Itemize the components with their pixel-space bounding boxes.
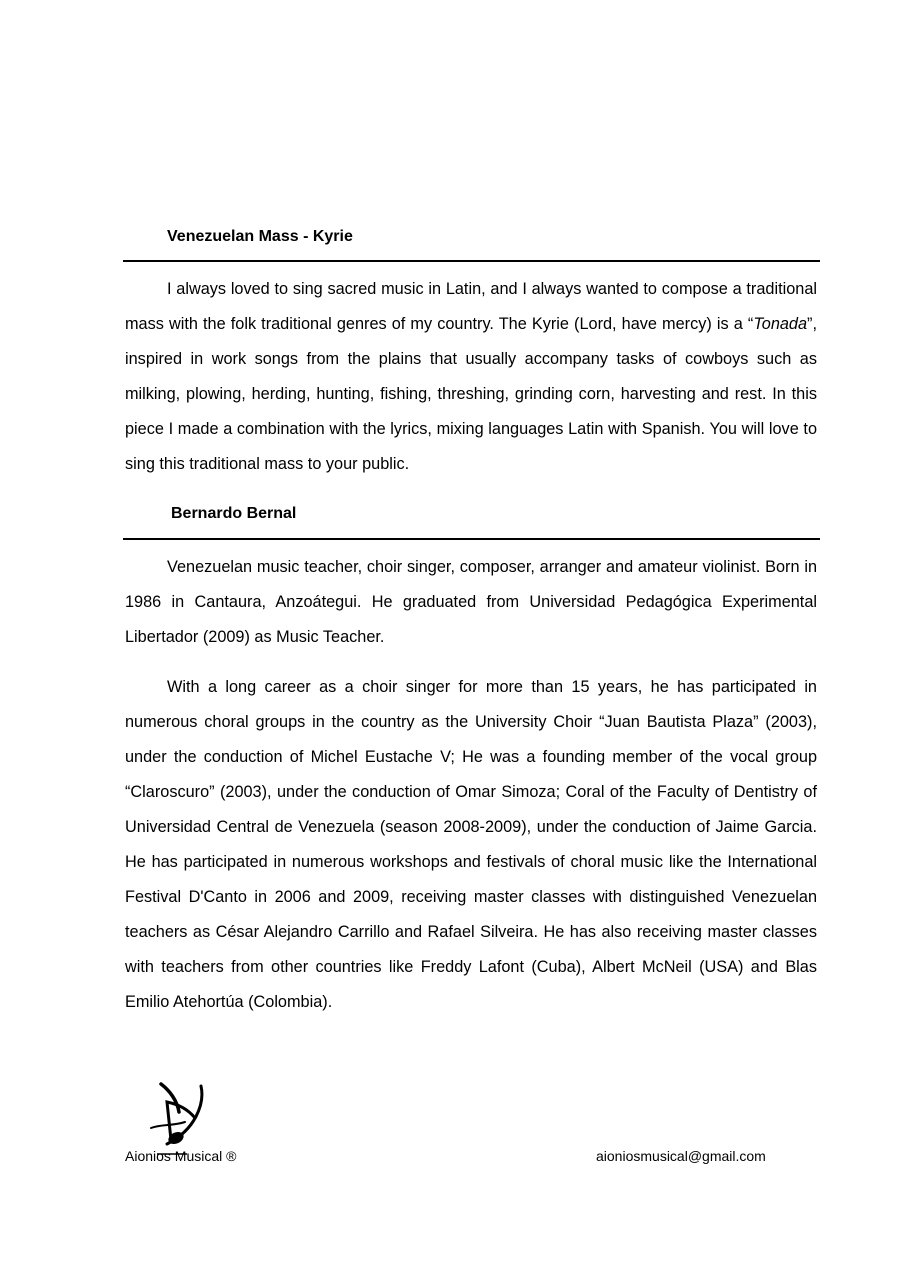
section-divider: [123, 538, 820, 540]
tonada-term: Tonada: [753, 315, 808, 333]
footer-brand: Aionios Musical ®: [125, 1148, 237, 1164]
section-title-author: Bernardo Bernal: [171, 505, 297, 522]
music-note-logo-icon: [143, 1078, 209, 1156]
kyrie-text-end: ”, inspired in work songs from the plains that usually accompany tasks of cowboys such as milking, plowing, herding, hunting, fishing, threshing, grinding corn, harvesting and rest. In this piece I made a combination with the lyrics, mixing languages Latin with Spanish. You will love to sing this traditional mass to your public.: [125, 315, 817, 473]
footer-email: aioniosmusical@gmail.com: [596, 1148, 766, 1164]
author-bio-intro: Venezuelan music teacher, choir singer, composer, arranger and amateur violinist. Born in 1986 in Cantaura, Anzoátegui. He graduated from Universidad Pedagógica Experimental Libertador (2009) as Music Teacher.: [125, 558, 817, 646]
section-divider: [123, 260, 820, 262]
kyrie-description: [125, 272, 817, 482]
section-title-kyrie: Venezuelan Mass - Kyrie: [167, 228, 353, 245]
author-bio-career: With a long career as a choir singer for more than 15 years, he has participated in numerous choral groups in the country as the University Choir “Juan Bautista Plaza” (2003), under the conduction of Michel Eustache V; He was a founding member of the vocal group “Claroscuro” (2003), under the conduction of Omar Simoza; Coral of the Faculty of Dentistry of Universidad Central de Venezuela (season 2008-2009), under the conduction of Jaime Garcia. He has participated in numerous workshops and festivals of choral music like the International Festival D'Canto in 2006 and 2009, receiving master classes with distinguished Venezuelan teachers as César Alejandro Carrillo and Rafael Silveira. He has also receiving master classes with teachers from other countries like Freddy Lafont (Cuba), Albert McNeil (USA) and Blas Emilio Atehortúa (Colombia).: [125, 678, 817, 1011]
kyrie-text-start: I always loved to sing sacred music in Latin, and I always wanted to compose a traditional mass with the folk traditional genres of my country. The Kyrie (Lord, have mercy) is a “: [125, 280, 817, 333]
